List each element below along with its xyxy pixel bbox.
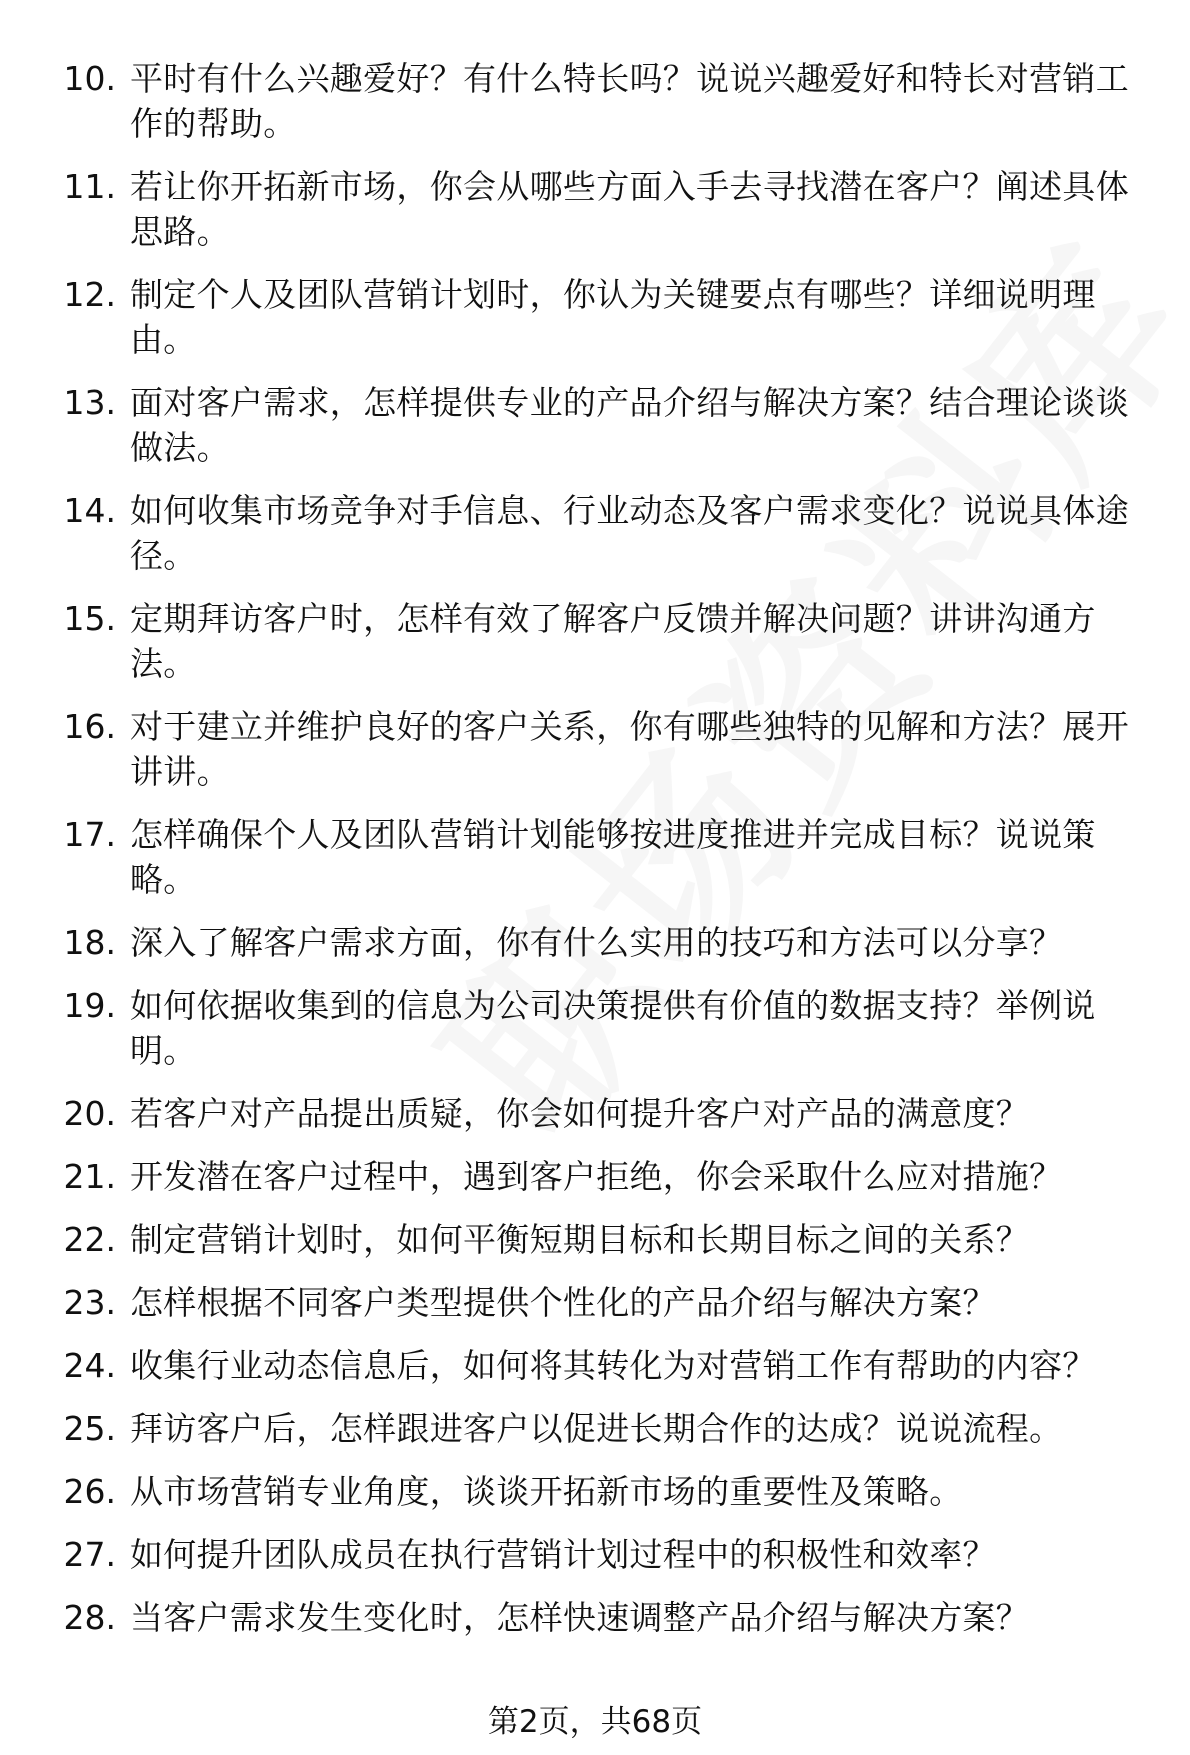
question-item [0, 704, 1190, 794]
question-item [0, 380, 1190, 470]
question-text: 深入了解客户需求方面，你有什么实用的技巧和方法可以分享？ [130, 923, 1063, 962]
question-item [0, 1469, 1190, 1514]
question-item [0, 488, 1190, 578]
question-number: 22. [63, 1220, 116, 1259]
question-item [0, 812, 1190, 902]
question-text: 面对客户需求，怎样提供专业的产品介绍与解决方案？结合理论谈谈做法。 [130, 383, 1129, 467]
question-number: 17. [63, 815, 116, 854]
question-number: 13. [63, 383, 116, 422]
question-text: 制定个人及团队营销计划时，你认为关键要点有哪些？详细说明理由。 [130, 275, 1096, 359]
question-number: 12. [63, 275, 116, 314]
question-number: 16. [63, 707, 116, 746]
question-text: 若让你开拓新市场，你会从哪些方面入手去寻找潜在客户？阐述具体思路。 [130, 167, 1129, 251]
question-text: 开发潜在客户过程中，遇到客户拒绝，你会采取什么应对措施？ [130, 1157, 1063, 1196]
question-text: 定期拜访客户时，怎样有效了解客户反馈并解决问题？讲讲沟通方法。 [130, 599, 1096, 683]
question-item [0, 1280, 1190, 1325]
question-text: 如何依据收集到的信息为公司决策提供有价值的数据支持？举例说明。 [130, 986, 1096, 1070]
question-item [0, 272, 1190, 362]
question-item [0, 920, 1190, 965]
question-text: 平时有什么兴趣爱好？有什么特长吗？说说兴趣爱好和特长对营销工作的帮助。 [130, 59, 1129, 143]
question-list [0, 56, 1190, 1658]
question-item [0, 164, 1190, 254]
question-item [0, 1154, 1190, 1199]
question-item [0, 1091, 1190, 1136]
question-number: 10. [63, 59, 116, 98]
question-text: 从市场营销专业角度，谈谈开拓新市场的重要性及策略。 [130, 1472, 963, 1511]
question-number: 28. [63, 1598, 116, 1637]
question-number: 15. [63, 599, 116, 638]
question-text: 若客户对产品提出质疑，你会如何提升客户对产品的满意度？ [130, 1094, 1030, 1133]
question-number: 21. [63, 1157, 116, 1196]
question-text: 如何提升团队成员在执行营销计划过程中的积极性和效率？ [130, 1535, 996, 1574]
question-item [0, 1406, 1190, 1451]
question-text: 拜访客户后，怎样跟进客户以促进长期合作的达成？说说流程。 [130, 1409, 1063, 1448]
question-number: 18. [63, 923, 116, 962]
page-footer: 第2页，共68页 [487, 1704, 703, 1740]
question-number: 26. [63, 1472, 116, 1511]
question-number: 24. [63, 1346, 116, 1385]
question-number: 14. [63, 491, 116, 530]
question-number: 25. [63, 1409, 116, 1448]
question-text: 对于建立并维护良好的客户关系，你有哪些独特的见解和方法？展开讲讲。 [130, 707, 1129, 791]
question-number: 19. [63, 986, 116, 1025]
question-item [0, 983, 1190, 1073]
question-item [0, 1217, 1190, 1262]
question-number: 11. [63, 167, 116, 206]
question-item [0, 1343, 1190, 1388]
question-text: 当客户需求发生变化时，怎样快速调整产品介绍与解决方案？ [130, 1598, 1030, 1637]
question-number: 27. [63, 1535, 116, 1574]
question-item [0, 1595, 1190, 1640]
question-item [0, 596, 1190, 686]
question-text: 怎样根据不同客户类型提供个性化的产品介绍与解决方案？ [130, 1283, 996, 1322]
question-text: 收集行业动态信息后，如何将其转化为对营销工作有帮助的内容？ [130, 1346, 1096, 1385]
question-item [0, 56, 1190, 146]
question-number: 23. [63, 1283, 116, 1322]
question-item [0, 1532, 1190, 1577]
question-text: 如何收集市场竞争对手信息、行业动态及客户需求变化？说说具体途径。 [130, 491, 1129, 575]
question-text: 怎样确保个人及团队营销计划能够按进度推进并完成目标？说说策略。 [130, 815, 1096, 899]
question-text: 制定营销计划时，如何平衡短期目标和长期目标之间的关系？ [130, 1220, 1030, 1259]
question-number: 20. [63, 1094, 116, 1133]
